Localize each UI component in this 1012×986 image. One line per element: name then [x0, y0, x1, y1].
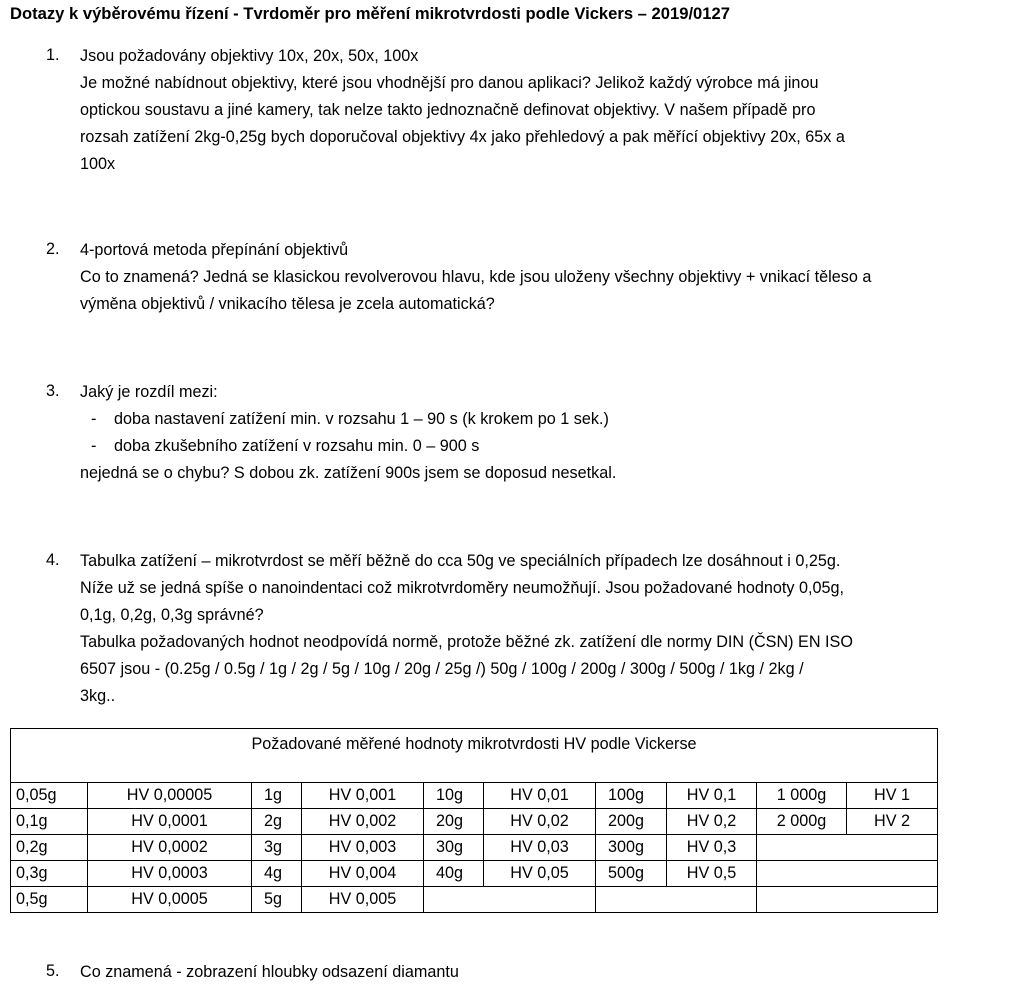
table-cell: HV 0,0003	[88, 861, 252, 887]
table-cell: 10g	[424, 783, 484, 809]
question-line: Tabulka zatížení – mikrotvrdost se měří běžně do cca 50g ve speciálních případech lze dosáhnout i 0,25g.	[80, 552, 841, 570]
question-line: 0,1g, 0,2g, 0,3g správné?	[80, 606, 264, 624]
table-cell	[424, 887, 596, 913]
table-cell: HV 0,01	[484, 783, 596, 809]
question-line: výměna objektivů / vnikacího tělesa je zcela automatická?	[80, 295, 495, 313]
question-line: Jsou požadovány objektivy 10x, 20x, 50x, 100x	[80, 47, 419, 65]
table-cell: 0,1g	[11, 809, 88, 835]
question-line: 4-portová metoda přepínání objektivů	[80, 241, 349, 259]
dash-marker: -	[91, 410, 97, 428]
hv-values-table	[10, 728, 938, 913]
table-cell	[757, 887, 938, 913]
table-cell: HV 0,02	[484, 809, 596, 835]
table-cell: HV 0,03	[484, 835, 596, 861]
question-number: 1.	[46, 46, 60, 64]
table-cell: HV 0,0001	[88, 809, 252, 835]
question-line: Co to znamená? Jedná se klasickou revolverovou hlavu, kde jsou uloženy všechny objektivy + vnikací těleso a	[80, 268, 872, 286]
table-cell: HV 0,1	[667, 783, 757, 809]
question-1	[80, 43, 1005, 178]
table-cell: HV 0,005	[302, 887, 424, 913]
question-line: nejedná se o chybu? S dobou zk. zatížení 900s jsem se doposud nesetkal.	[80, 464, 617, 482]
question-number: 4.	[46, 551, 60, 569]
table-cell: HV 0,3	[667, 835, 757, 861]
table-row	[11, 887, 938, 913]
table-title: Požadované měřené hodnoty mikrotvrdosti HV podle Vickerse	[11, 729, 938, 783]
table-cell: 0,2g	[11, 835, 88, 861]
page-title: Dotazy k výběrovému řízení - Tvrdoměr pro měření mikrotvrdosti podle Vickers – 2019/0127	[10, 4, 730, 23]
table-cell: HV 0,05	[484, 861, 596, 887]
question-line: 6507 jsou - (0.25g / 0.5g / 1g / 2g / 5g / 10g / 20g / 25g /) 50g / 100g / 200g / 300g / 500g / 1kg / 2kg /	[80, 660, 804, 678]
table-cell: 3g	[252, 835, 302, 861]
bullet-item	[80, 433, 1005, 460]
bullet-text: doba nastavení zatížení min. v rozsahu 1 – 90 s (k krokem po 1 sek.)	[114, 410, 609, 428]
table-row	[11, 783, 938, 809]
table-cell: 2 000g	[757, 809, 847, 835]
table-cell: HV 0,0005	[88, 887, 252, 913]
question-line: optickou soustavu a jiné kamery, tak nelze takto jednoznačně definovat objektivy. V našem případě pro	[80, 101, 816, 119]
question-5	[80, 959, 1005, 986]
table-row	[11, 809, 938, 835]
table-cell: 4g	[252, 861, 302, 887]
table-cell: 40g	[424, 861, 484, 887]
table-cell: 200g	[596, 809, 667, 835]
table-row	[11, 835, 938, 861]
question-4	[80, 548, 1005, 710]
table-cell: 500g	[596, 861, 667, 887]
table-cell: HV 2	[847, 809, 938, 835]
table-cell: 20g	[424, 809, 484, 835]
question-line: 3kg..	[80, 687, 116, 705]
question-2	[80, 237, 1005, 318]
table-cell: 300g	[596, 835, 667, 861]
dash-marker: -	[91, 437, 97, 455]
table-cell: HV 1	[847, 783, 938, 809]
table-cell: 5g	[252, 887, 302, 913]
table-cell: HV 0,004	[302, 861, 424, 887]
question-line: Je možné nabídnout objektivy, které jsou vhodnější pro danou aplikaci? Jelikož každý výrobce má jinou	[80, 74, 819, 92]
table-cell	[757, 835, 938, 861]
bullet-text: doba zkušebního zatížení v rozsahu min. 0 – 900 s	[114, 437, 480, 455]
question-line: rozsah zatížení 2kg-0,25g bych doporučoval objektivy 4x jako přehledový a pak měřící objektivy 20x, 65x a	[80, 128, 845, 146]
table-cell	[757, 861, 938, 887]
question-line: 100x	[80, 155, 116, 173]
table-cell: HV 0,00005	[88, 783, 252, 809]
table-cell: HV 0,0002	[88, 835, 252, 861]
table-cell: HV 0,002	[302, 809, 424, 835]
question-line: Jaký je rozdíl mezi:	[80, 383, 218, 401]
table-cell: 0,5g	[11, 887, 88, 913]
table-cell: 0,3g	[11, 861, 88, 887]
bullet-item	[80, 406, 1005, 433]
table-cell: HV 0,2	[667, 809, 757, 835]
table-cell: 30g	[424, 835, 484, 861]
table-cell: HV 0,5	[667, 861, 757, 887]
question-line: Co znamená - zobrazení hloubky odsazení diamantu	[80, 963, 459, 981]
question-line: Tabulka požadovaných hodnot neodpovídá normě, protože běžné zk. zatížení dle normy DIN (ČSN) EN ISO	[80, 633, 853, 651]
table-cell: HV 0,003	[302, 835, 424, 861]
table-cell: 100g	[596, 783, 667, 809]
table-row	[11, 861, 938, 887]
question-number: 5.	[46, 962, 60, 980]
question-3	[80, 379, 1005, 487]
question-line: Níže už se jedná spíše o nanoindentaci což mikrotvrdoměry neumožňují. Jsou požadované hodnoty 0,05g,	[80, 579, 844, 597]
table-cell: 1 000g	[757, 783, 847, 809]
question-number: 3.	[46, 382, 60, 400]
table-cell: HV 0,001	[302, 783, 424, 809]
table-cell	[596, 887, 757, 913]
table-cell: 2g	[252, 809, 302, 835]
table-cell: 1g	[252, 783, 302, 809]
table-cell: 0,05g	[11, 783, 88, 809]
question-number: 2.	[46, 240, 60, 258]
